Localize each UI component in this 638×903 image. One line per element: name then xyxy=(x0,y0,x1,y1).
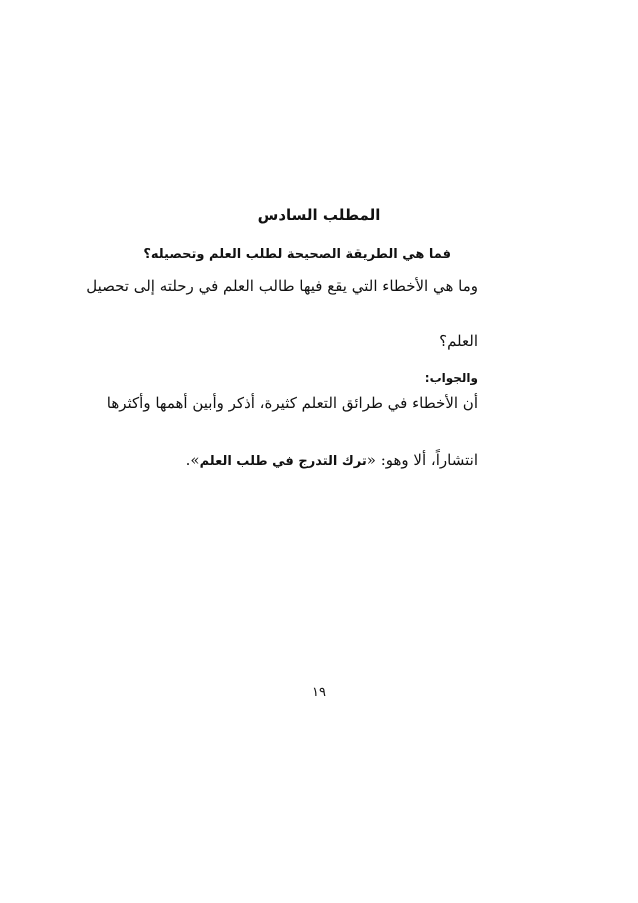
page-number: ١٩ xyxy=(312,685,326,700)
paragraph2-line1: أن الأخطاء في طرائق التعلم كثيرة، أذكر وأبين أهمها وأكثرها xyxy=(106,394,478,412)
paragraph2-line2 xyxy=(186,451,478,469)
answer-label: والجواب: xyxy=(424,371,478,385)
question-text: فما هي الطريقة الصحيحة لطلب العلم وتحصيله؟ xyxy=(143,247,451,262)
paragraph1-line1: وما هي الأخطاء التي يقع فيها طالب العلم في رحلته إلى تحصيل xyxy=(86,277,478,295)
paragraph2-line2-suffix: ». xyxy=(185,451,200,469)
paragraph2-line2-emphasis: ترك التدرج في طلب العلم xyxy=(199,454,367,469)
section-heading: المطلب السادس xyxy=(257,206,381,224)
paragraph2-line2-prefix: انتشاراً، ألا وهو: « xyxy=(366,451,478,469)
paragraph1-line2: العلم؟ xyxy=(439,332,478,350)
